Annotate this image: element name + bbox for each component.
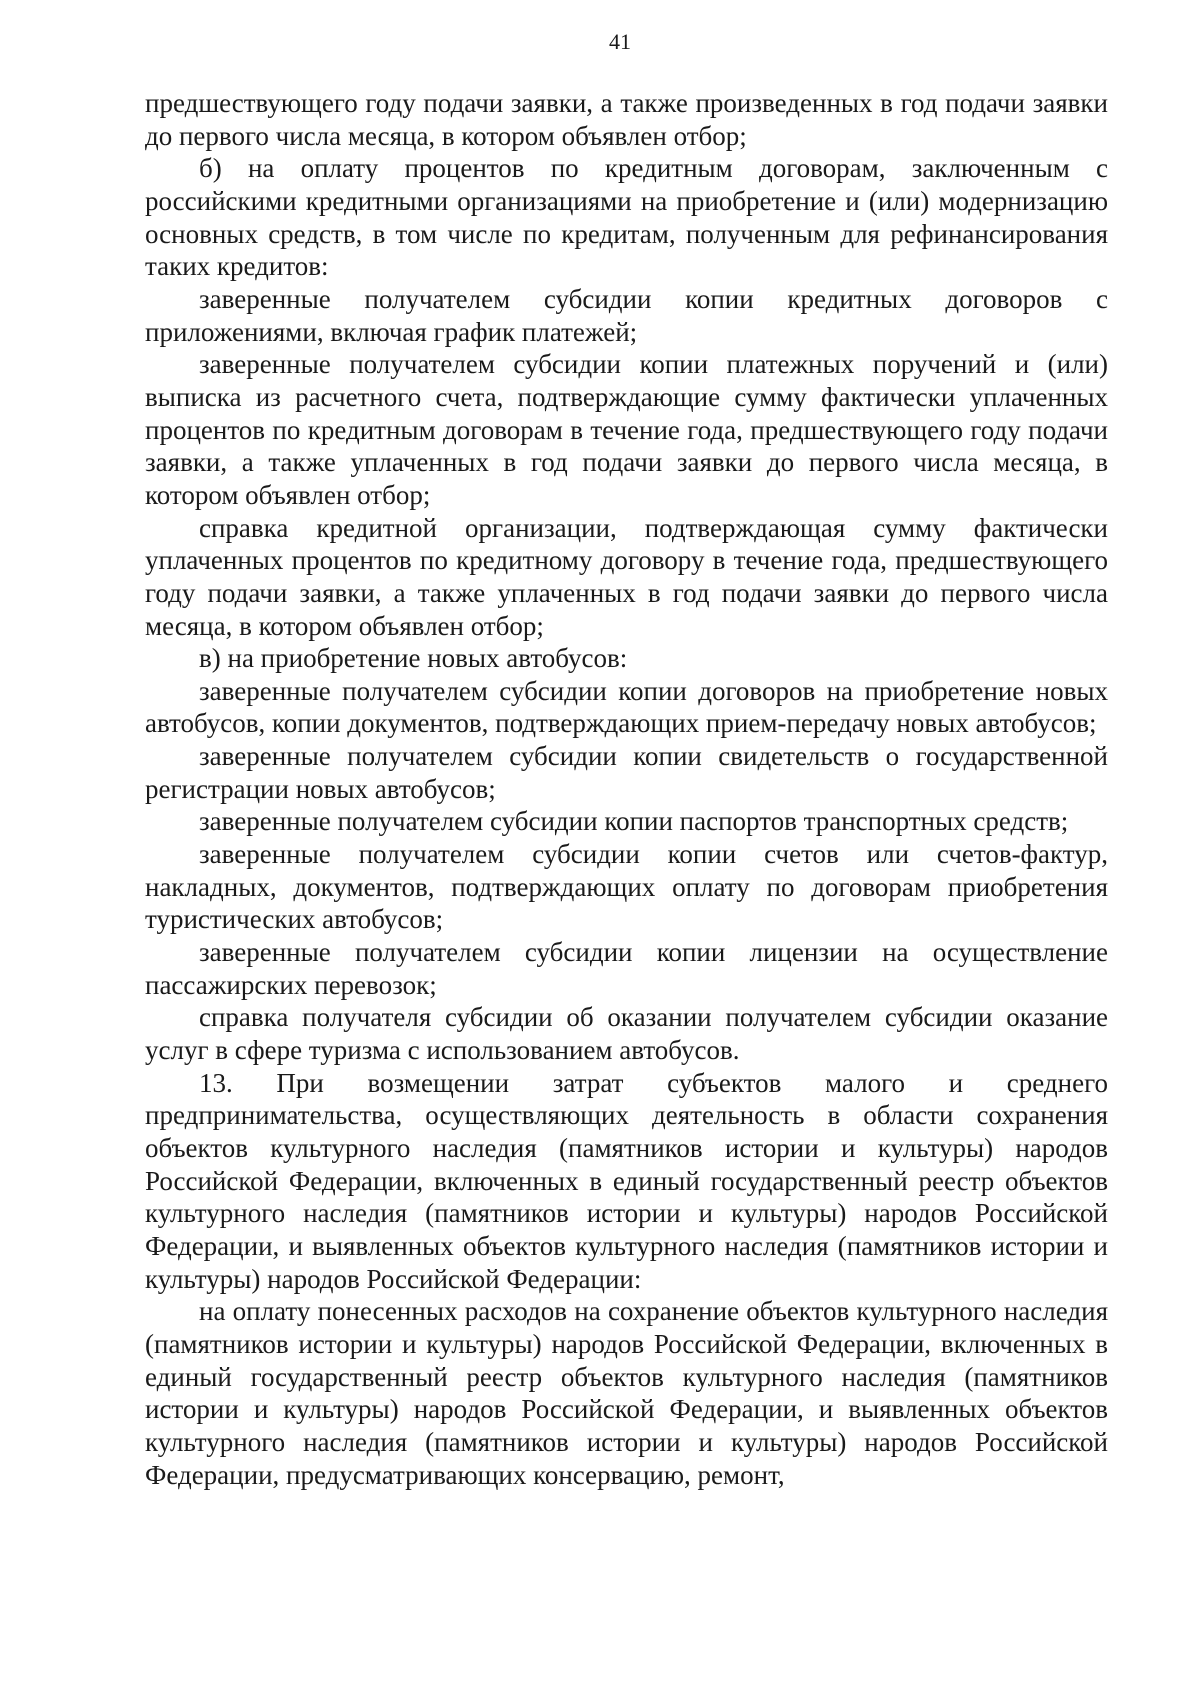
paragraph: заверенные получателем субсидии копии договоров на приобретение новых автобусов, копии документов, подтверждающих прием-передачу новых автобусов; — [145, 675, 1108, 739]
paragraph: заверенные получателем субсидии копии платежных поручений и (или) выписка из расчетного счета, подтверждающие сумму фактически уплаченных процентов по кредитным договорам в течение года, предшествующего году подачи заявки, а также уплаченных в год подачи заявки до первого числа месяца, в котором объявлен отбор; — [145, 349, 1108, 510]
paragraph: в) на приобретение новых автобусов: — [199, 643, 628, 674]
paragraph: 13. При возмещении затрат субъектов малого и среднего предпринимательства, осуществляющих деятельность в области сохранения объектов культурного наследия (памятников истории и культуры) народов Российской Федерации, включенных в единый государственный реестр объектов культурного наследия (памятников истории и культуры) народов Российской Федерации, и выявленных объектов культурного наследия (памятников истории и культуры) народов Российской Федерации: — [145, 1067, 1108, 1294]
paragraph: на оплату понесенных расходов на сохранение объектов культурного наследия (памятников истории и культуры) народов Российской Федерации, включенных в единый государственный реестр объектов культурного наследия (памятников истории и культуры) народов Российской Федерации, и выявленных объектов культурного наследия (памятников истории и культуры) народов Российской Федерации, предусматривающих консервацию, ремонт, — [145, 1296, 1108, 1490]
paragraph: заверенные получателем субсидии копии паспортов транспортных средств; — [199, 806, 1069, 837]
paragraph: заверенные получателем субсидии копии свидетельств о государственной регистрации новых автобусов; — [145, 741, 1108, 804]
paragraph: заверенные получателем субсидии копии кредитных договоров с приложениями, включая график платежей; — [145, 283, 1108, 347]
paragraph: справка получателя субсидии об оказании получателем субсидии оказание услуг в сфере туризма с использованием автобусов. — [145, 1002, 1108, 1066]
paragraph: заверенные получателем субсидии копии счетов или счетов-фактур, накладных, документов, подтверждающих оплату по договорам приобретения туристических автобусов; — [145, 839, 1108, 935]
document-body — [145, 87, 1108, 1491]
paragraph: б) на оплату процентов по кредитным договорам, заключенным с российскими кредитными организациями на приобретение и (или) модернизацию основных средств, в том числе по кредитам, полученным для рефинансирования таких кредитов: — [145, 153, 1108, 282]
paragraph: заверенные получателем субсидии копии лицензии на осуществление пассажирских перевозок; — [145, 937, 1108, 1000]
paragraph: предшествующего году подачи заявки, а также произведенных в год подачи заявки до первого числа месяца, в котором объявлен отбор; — [145, 88, 1108, 151]
page-number: 41 — [609, 29, 631, 54]
paragraph: справка кредитной организации, подтверждающая сумму фактически уплаченных процентов по кредитному договору в течение года, предшествующего году подачи заявки, а также уплаченных в год подачи заявки до первого числа месяца, в котором объявлен отбор; — [145, 512, 1108, 641]
